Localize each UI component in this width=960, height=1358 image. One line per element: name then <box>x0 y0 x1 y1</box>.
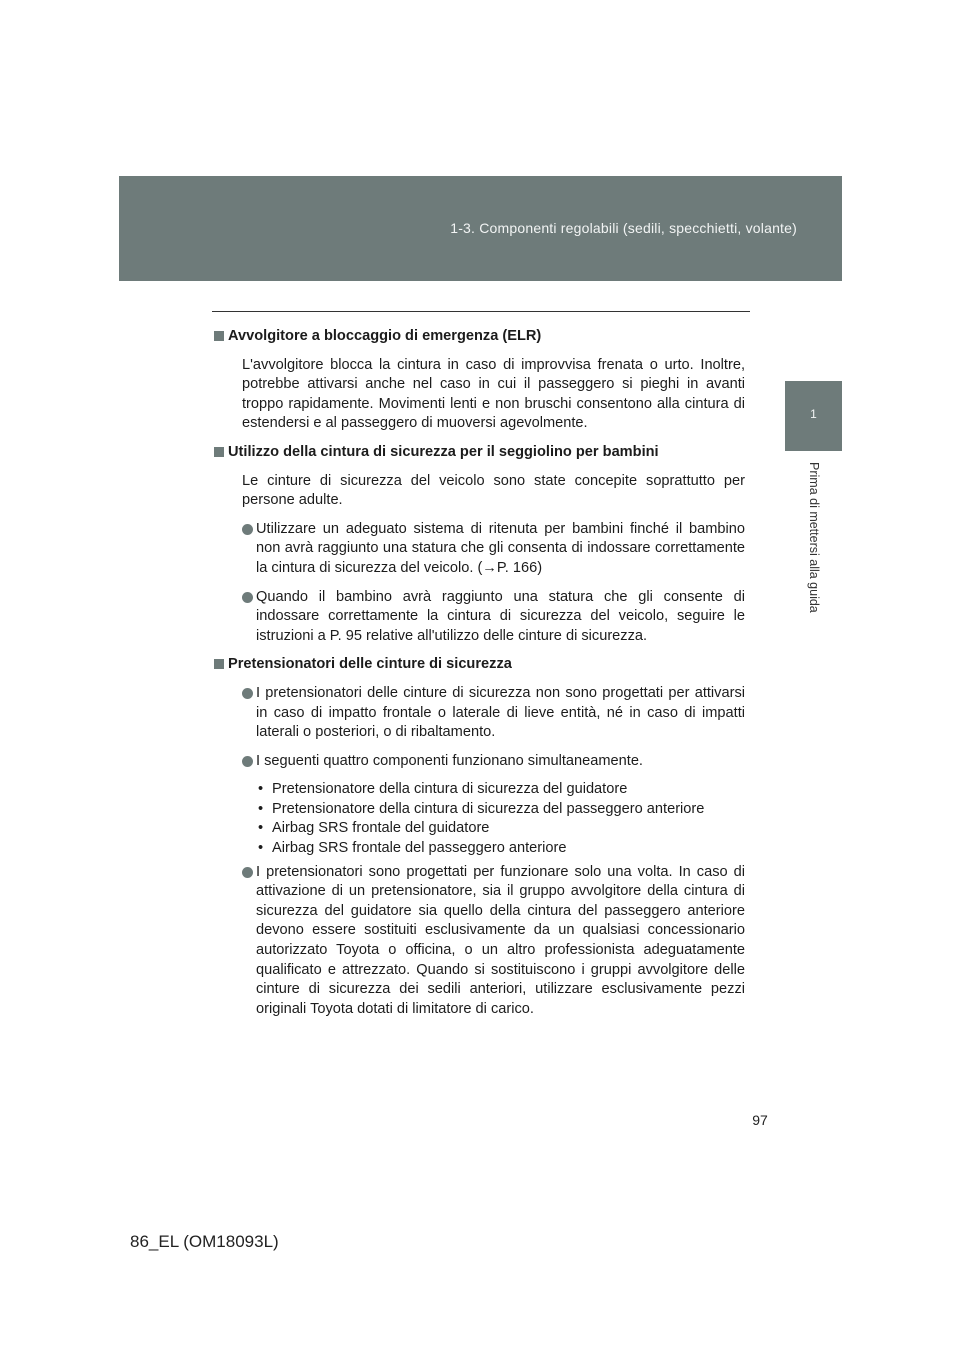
section-heading: Pretensionatori delle cinture di sicurezza <box>214 655 745 675</box>
list-item: • Airbag SRS frontale del passeggero anteriore <box>258 840 567 857</box>
square-bullet-icon <box>214 447 224 457</box>
chapter-number: 1 <box>810 407 817 421</box>
bullet-item: Utilizzare un adeguato sistema di ritenuta per bambini finché il bambino non avrà raggiunto una statura che gli consenta di indossare correttamente la cintura di sicurezza del veicolo. (→P. 166) <box>242 520 745 579</box>
document-code: 86_EL (OM18093L) <box>130 1232 279 1251</box>
bullet-item: I pretensionatori delle cinture di sicurezza non sono progettati per attivarsi in caso di impatto frontale o laterale di lieve entità, né in caso di impatti laterali o posteriori, o di ribaltamento. <box>242 684 745 743</box>
circle-bullet-icon <box>242 688 253 699</box>
square-bullet-icon <box>214 331 224 341</box>
component-list <box>258 780 745 858</box>
main-content <box>214 327 745 1028</box>
header-band <box>119 176 842 281</box>
circle-bullet-icon <box>242 867 253 878</box>
paragraph: L'avvolgitore blocca la cintura in caso di improvvisa frenata o urto. Inoltre, potrebbe attivarsi anche nel caso in cui il passeggero si pieghi in avanti troppo rapidamente. Movimenti lenti e non bruschi consentono alla cintura di estendersi e al passeggero di muoversi agevolmente. <box>242 356 745 432</box>
circle-bullet-icon <box>242 756 253 767</box>
square-bullet-icon <box>214 659 224 669</box>
list-item: • Airbag SRS frontale del guidatore <box>258 820 490 837</box>
bullet-item: I pretensionatori sono progettati per funzionare solo una volta. In caso di attivazione di un pretensionatore, sia il gruppo avvolgitore della cintura di sicurezza del guidatore sia quello della cintura del passeggero anteriore devono essere sostituiti esclusivamente da un qualsiasi concessionario autorizzato Toyota o officina, o un altro professionista adeguatamente qualificato e attrezzato. Quando si sostituiscono i gruppi avvolgitore delle cinture di sicurezza dei sedili anteriori, utilizzare esclusivamente pezzi originali Toyota dotati di limitatore di carico. <box>242 863 745 1020</box>
bullet-item: Quando il bambino avrà raggiunto una statura che gli consente di indossare correttamente la cintura di sicurezza del veicolo, seguire le istruzioni a P. 95 relative all'utilizzo delle cinture di sicurezza. <box>242 588 745 647</box>
section-heading: Utilizzo della cintura di sicurezza per il seggiolino per bambini <box>214 443 745 463</box>
chapter-tab <box>785 381 842 451</box>
chapter-label: Prima di mettersi alla guida <box>807 462 821 613</box>
section-title: 1-3. Componenti regolabili (sedili, specchietti, volante) <box>450 220 797 236</box>
page-number: 97 <box>752 1112 768 1128</box>
list-item: • Pretensionatore della cintura di sicurezza del passeggero anteriore <box>258 800 705 817</box>
paragraph: Le cinture di sicurezza del veicolo sono state concepite soprattutto per persone adulte. <box>242 472 745 509</box>
list-item: • Pretensionatore della cintura di sicurezza del guidatore <box>258 781 628 798</box>
bullet-item: I seguenti quattro componenti funzionano simultaneamente. <box>242 752 745 772</box>
circle-bullet-icon <box>242 592 253 603</box>
header-rule <box>212 311 750 312</box>
circle-bullet-icon <box>242 524 253 535</box>
section-heading: Avvolgitore a bloccaggio di emergenza (ELR) <box>214 327 745 347</box>
